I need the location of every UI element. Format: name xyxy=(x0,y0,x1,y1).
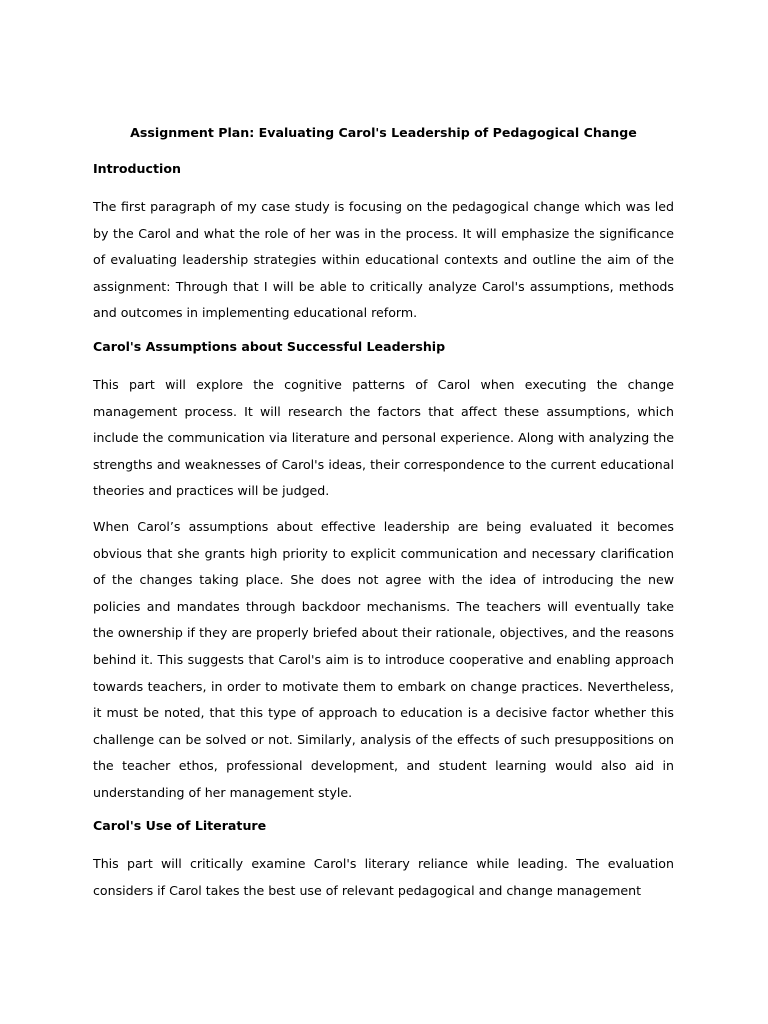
document-body xyxy=(93,122,674,914)
section-heading: Carol's Assumptions about Successful Leadership xyxy=(93,338,446,354)
section-heading: Introduction xyxy=(93,161,181,176)
section-assumptions xyxy=(93,336,674,807)
section-heading: Carol's Use of Literature xyxy=(93,818,267,834)
paragraph: The first paragraph of my case study is focusing on the pedagogical change which was led by the Carol and what the role of her was in the process. It will emphasize the significance of evaluating leadership strategies within educational contexts and outline the aim of the assignment: Through that I will be able to critically analyze Carol's assumptions, methods and outcomes in implementing educational reform. xyxy=(93,199,674,321)
paragraph: This part will critically examine Carol's literary reliance while leading. The evaluation considers if Carol takes the best use of relevant pedagogical and change management xyxy=(93,856,674,899)
document-title: Assignment Plan: Evaluating Carol's Leadership of Pedagogical Change xyxy=(130,125,637,140)
section-introduction xyxy=(93,158,674,327)
section-literature xyxy=(93,815,674,904)
paragraph: This part will explore the cognitive patterns of Carol when executing the change management process. It will research the factors that affect these assumptions, which include the communication via literature and personal experience. Along with analyzing the strengths and weaknesses of Carol's ideas, their correspondence to the current educational theories and practices will be judged. xyxy=(93,376,674,499)
paragraph: When Carol’s assumptions about effective leadership are being evaluated it becomes obvious that she grants high priority to explicit communication and necessary clarification of the changes taking place. She does not agree with the idea of introducing the new policies and mandates through backdoor mechanisms. The teachers will eventually take the ownership if they are properly briefed about their rationale, objectives, and the reasons behind it. This suggests that Carol's aim is to introduce cooperative and enabling approach towards teachers, in order to motivate them to embark on change practices. Nevertheless, it must be noted, that this type of approach to education is a decisive factor whether this challenge can be solved or not. Similarly, analysis of the effects of such presuppositions on the teacher ethos, professional development, and student learning would also aid in understanding of her management style. xyxy=(93,518,674,800)
